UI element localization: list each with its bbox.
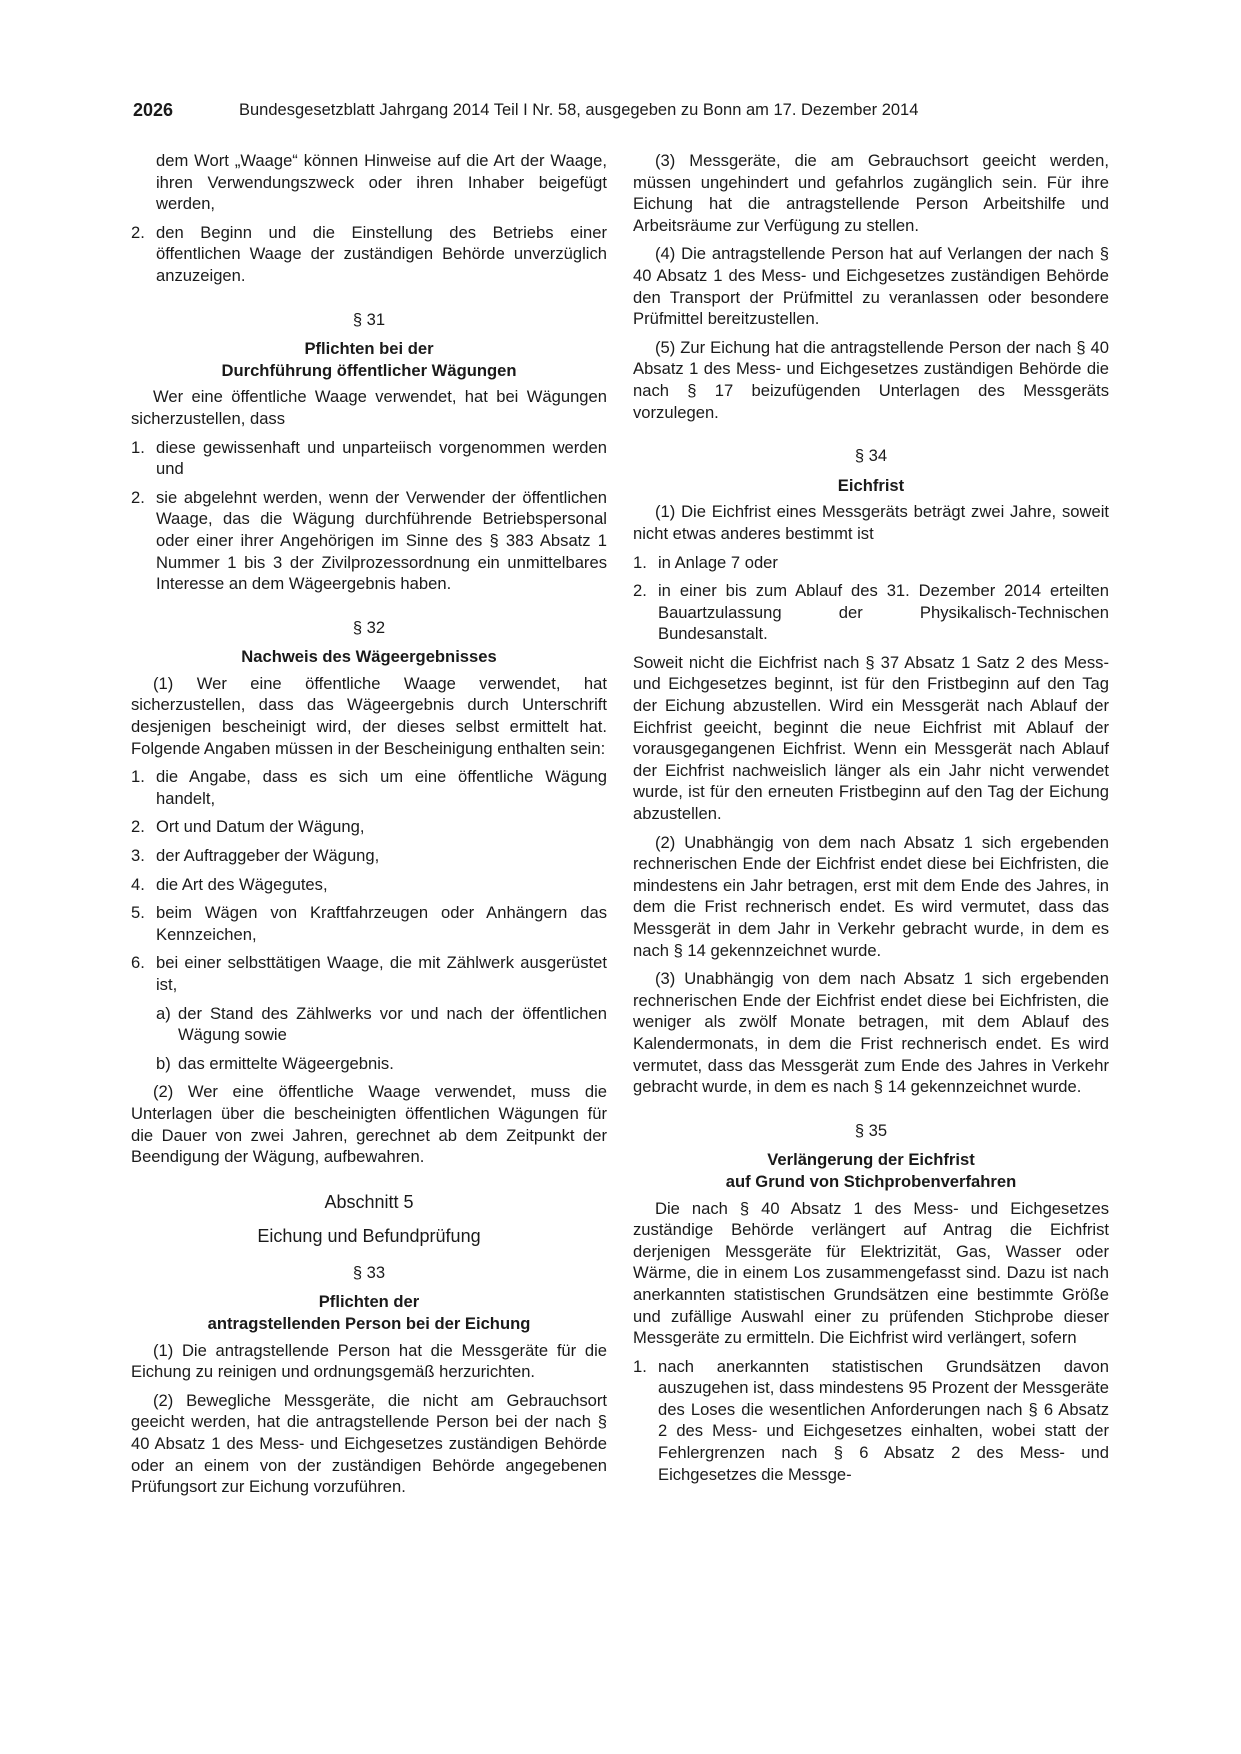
item-text: diese gewissenhaft und unparteiisch vorgenommen werden und: [156, 437, 607, 479]
section-title: [131, 1291, 607, 1334]
paragraph: (1) Die antragstellende Person hat die Messgeräte für die Eichung zu reinigen und ordnungsgemäß herzurichten.: [131, 1340, 607, 1382]
item-text: in Anlage 7 oder: [658, 552, 778, 572]
list-item: [131, 952, 607, 995]
item-number: 1.: [131, 767, 145, 787]
page-number: 2026: [133, 100, 174, 120]
left-column: [131, 150, 607, 1505]
section-title: [633, 1149, 1109, 1192]
list-item: [131, 902, 607, 945]
list-item: [131, 487, 607, 595]
paragraph: (2) Bewegliche Messgeräte, die nicht am Gebrauchsort geeicht werden, hat die antragstellende Person bei der nach § 40 Absatz 1 des Mess- und Eichgesetzes zuständigen Behörde oder an einem von der zuständigen Behörde angegebenen Prüfungsort zur Eichung vorzuführen.: [131, 1390, 607, 1497]
section-number: § 31: [352, 309, 386, 329]
item-number: 2.: [633, 581, 647, 601]
paragraph: (2) Unabhängig von dem nach Absatz 1 sich ergebenden rechnerischen Ende der Eichfrist endet diese bei Eichfristen, die mindestens ein Jahr betragen, erst mit dem Ende des Jahres, in dem die Frist rechnerisch endet. Es wird vermutet, dass das Messgerät in dem Jahr in Verkehr gebracht wurde, in dem es nach § 14 gekennzeichnet wurde.: [633, 832, 1109, 960]
paragraph: (4) Die antragstellende Person hat auf Verlangen der nach § 40 Absatz 1 des Mess- und Eichgesetzes zuständigen Behörde den Transport der Prüfmittel zu veranlassen oder besondere Prüfmittel bereitzustellen.: [633, 244, 1109, 329]
item-text: sie abgelehnt werden, wenn der Verwender der öffentlichen Waage, das die Wägung durchführende Betriebspersonal oder einer ihrer Angehörigen im Sinne des § 383 Absatz 1 Nummer 1 bis 3 der Zivilprozessordnung ein unmittelbares Interesse an dem Wägeergebnis haben.: [156, 487, 607, 594]
paragraph: (3) Unabhängig von dem nach Absatz 1 sich ergebenden rechnerischen Ende der Eichfrist endet diese bei Eichfristen, die weniger als zwölf Monate betragen, mit dem Ablauf des Kalendermonats, in dem die Frist rechnerisch endet. Es wird vermutet, dass das Messgerät zum Ende des Jahres in Verkehr gebracht wurde, in dem es nach § 14 gekennzeichnet wurde.: [633, 969, 1109, 1097]
part-label: Abschnitt 5: [324, 1191, 414, 1212]
section-title-line: Verlängerung der Eichfrist: [767, 1150, 975, 1170]
list-item: [131, 222, 607, 287]
section-number: § 32: [352, 617, 386, 637]
item-text: die Art des Wägegutes,: [156, 874, 328, 894]
item-number: 2.: [131, 222, 145, 242]
section-title-line: antragstellenden Person bei der Eichung: [207, 1313, 531, 1333]
paragraph: Wer eine öffentliche Waage verwendet, hat bei Wägungen sicherzustellen, dass: [131, 387, 607, 428]
paragraph: Soweit nicht die Eichfrist nach § 37 Absatz 1 Satz 2 des Mess- und Eichgesetzes beginnt, ist für den Fristbeginn auf den Tag der Eichung abzustellen. Wird ein Messgerät nach Ablauf der Eichfrist geeicht, beginnt die neue Eichfrist mit Ablauf der vorausgegangenen Eichfrist. Wenn ein Messgerät nach Ablauf der Eichfrist nachweislich länger als ein Jahr nicht verwendet wurde, ist für den erneuten Fristbeginn auf den Tag der Eichung abzustellen.: [633, 652, 1109, 824]
item-number: 1.: [633, 1356, 647, 1376]
part-title: Eichung und Befundprüfung: [257, 1225, 481, 1246]
item-number: 3.: [131, 846, 145, 866]
list-item: [131, 437, 607, 480]
item-text: der Auftraggeber der Wägung,: [156, 846, 380, 866]
paragraph: Die nach § 40 Absatz 1 des Mess- und Eichgesetzes zuständige Behörde verlängert auf Antrag die Eichfrist derjenigen Messgeräte für Elektrizität, Gas, Wasser oder Wärme, die in einem Los zusammengefasst sind. Dazu ist nach anerkannten statistischen Grundsätzen eine bestimmte Größe und zufällige Auswahl einer zu prüfenden Stichprobe dieser Messgeräte zu ermitteln. Die Eichfrist wird verlängert, sofern: [633, 1198, 1109, 1348]
item-number: 2.: [131, 817, 145, 837]
item-text: nach anerkannten statistischen Grundsätzen davon auszugehen ist, dass mindestens 95 Prozent der Messgeräte des Loses die wesentlichen Anforderungen nach § 6 Absatz 2 des Mess- und Eichgesetzes einhalten, wobei statt der Fehlergrenzen nach § 6 Absatz 2 des Mess- und Eichgesetzes die Messge-: [658, 1356, 1109, 1484]
section-title: Eichfrist: [837, 475, 905, 495]
item-number: 6.: [131, 953, 145, 973]
subitem-letter: b): [156, 1053, 171, 1073]
section-number: § 35: [854, 1120, 888, 1140]
item-number: 1.: [131, 437, 145, 457]
list-item: [131, 845, 607, 867]
paragraph: (2) Wer eine öffentliche Waage verwendet, muss die Unterlagen über die bescheinigten öffentlichen Wägungen für die Dauer von zwei Jahren, gerechnet ab dem Zeitpunkt der Beendigung der Wägung, aufbewahren.: [131, 1082, 607, 1167]
part-heading: [131, 1190, 607, 1248]
list-item: [633, 552, 1109, 574]
subitem-letter: a): [156, 1003, 171, 1023]
item-text: Ort und Datum der Wägung,: [156, 817, 365, 837]
list-item: [131, 816, 607, 838]
item-number: 2.: [131, 487, 145, 507]
section-title: Nachweis des Wägeergebnisses: [241, 647, 497, 667]
list-item: [633, 580, 1109, 645]
section-title: [131, 338, 607, 381]
section-title-line: auf Grund von Stichprobenverfahren: [725, 1171, 1017, 1191]
right-column: [633, 150, 1109, 1492]
item-text: in einer bis zum Ablauf des 31. Dezember 2014 erteilten Bauartzulassung der Physikalisch-Technischen Bundesanstalt.: [658, 581, 1109, 644]
paragraph: (3) Messgeräte, die am Gebrauchsort geeicht werden, müssen ungehindert und gefahrlos zugänglich sein. Für ihre Eichung hat die antragstellende Person Arbeitshilfe und Arbeitsräume zur Verfügung zu stellen.: [633, 151, 1109, 235]
sub-list-item: [131, 1053, 607, 1075]
list-item: [131, 874, 607, 896]
item-text: beim Wägen von Kraftfahrzeugen oder Anhängern das Kennzeichen,: [156, 903, 607, 944]
sub-list-item: [131, 1003, 607, 1046]
page-header: [133, 100, 1103, 130]
item-text: den Beginn und die Einstellung des Betriebs einer öffentlichen Waage der zuständigen Behörde unverzüglich anzuzeigen.: [156, 222, 607, 285]
section-title-line: Pflichten der: [318, 1292, 420, 1312]
paragraph: (1) Wer eine öffentliche Waage verwendet, hat sicherzustellen, dass das Wägeergebnis durch Unterschrift desjenigen bescheinigt wird, der dieses selbst ermittelt hat. Folgende Angaben müssen in der Bescheinigung enthalten sein:: [131, 673, 607, 758]
item-number: 1.: [633, 552, 647, 572]
subitem-text: der Stand des Zählwerks vor und nach der öffentlichen Wägung sowie: [178, 1003, 607, 1045]
subitem-text: das ermittelte Wägeergebnis.: [178, 1053, 394, 1073]
paragraph: (5) Zur Eichung hat die antragstellende Person der nach § 40 Absatz 1 des Mess- und Eichgesetzes zuständigen Behörde die nach § 17 beizufügenden Unterlagen des Messgeräts vorzulegen.: [633, 337, 1109, 422]
running-title: Bundesgesetzblatt Jahrgang 2014 Teil I Nr. 58, ausgegeben zu Bonn am 17. Dezember 2014: [239, 101, 919, 119]
list-item: [633, 1356, 1109, 1486]
list-item: [131, 766, 607, 809]
item-text: die Angabe, dass es sich um eine öffentliche Wägung handelt,: [156, 767, 607, 808]
section-number: § 34: [854, 446, 888, 466]
section-title-line: Durchführung öffentlicher Wägungen: [221, 360, 517, 380]
continued-item-text: dem Wort „Waage“ können Hinweise auf die Art der Waage, ihren Verwendungszweck oder ihren Inhaber beigefügt werden,: [156, 151, 607, 214]
item-number: 4.: [131, 874, 145, 894]
section-title-line: Pflichten bei der: [304, 339, 434, 359]
paragraph: (1) Die Eichfrist eines Messgeräts beträgt zwei Jahre, soweit nicht etwas anderes bestimmt ist: [633, 502, 1109, 543]
item-number: 5.: [131, 903, 145, 923]
item-text: bei einer selbsttätigen Waage, die mit Zählwerk ausgerüstet ist,: [156, 953, 607, 994]
section-number: § 33: [352, 1262, 386, 1282]
